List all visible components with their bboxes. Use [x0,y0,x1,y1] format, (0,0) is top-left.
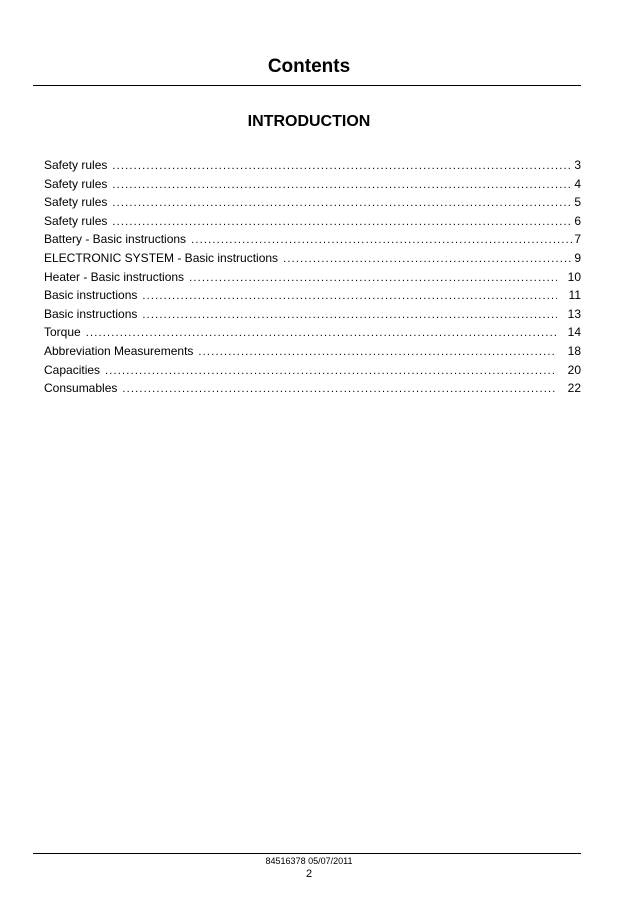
toc-entry-heater[interactable] [44,268,581,287]
toc-dot-leader [86,324,557,343]
toc-entry-page: 14 [567,325,581,340]
section-heading: INTRODUCTION [247,113,371,130]
toc-entry-title: Heater - Basic instructions [44,269,185,284]
toc-entry-page: 10 [567,269,581,284]
toc-dot-leader [105,362,557,381]
toc-entry-title: Abbreviation Measurements [44,343,194,358]
toc-entry-basic-instructions-11[interactable] [44,286,581,305]
toc-entry-title: Basic instructions [44,288,138,303]
toc-entry-consumables[interactable] [44,379,581,398]
toc-dot-leader [189,269,557,288]
toc-entry-page: 6 [574,213,581,228]
toc-entry-page: 11 [568,288,581,303]
toc-dot-leader [283,250,572,269]
footer-page-number: 2 [305,868,313,880]
toc-entry-title: Safety rules [44,213,108,228]
toc-entry-page: 22 [567,381,581,396]
toc-entry-capacities[interactable] [44,361,581,380]
toc-entry-page: 20 [567,362,581,377]
toc-entry-electronic-system[interactable] [44,249,581,268]
toc-entry-title: Capacities [44,362,101,377]
toc-entry-title: Torque [44,325,81,340]
footer-divider [33,853,581,854]
toc-dot-leader [198,343,557,362]
toc-dot-leader [142,287,557,306]
header-divider [33,85,581,86]
toc-dot-leader [122,380,557,399]
toc-dot-leader [112,194,572,213]
toc-entry-title: Basic instructions [44,306,138,321]
toc-entry-title: Safety rules [44,176,108,191]
toc-entry-page: 13 [567,306,581,321]
toc-entry-page: 4 [574,176,581,191]
toc-entry-safety-rules-3[interactable] [44,156,581,175]
toc-entry-title: Safety rules [44,195,108,210]
toc-entry-title: Battery - Basic instructions [44,232,187,247]
toc-entry-torque[interactable] [44,323,581,342]
table-of-contents [44,156,581,398]
toc-entry-page: 18 [567,343,581,358]
toc-entry-battery[interactable] [44,230,581,249]
toc-entry-abbreviation-measurements[interactable] [44,342,581,361]
footer-document-number: 84516378 05/07/2011 [265,856,353,866]
toc-dot-leader [112,213,572,232]
toc-entry-basic-instructions-13[interactable] [44,305,581,324]
toc-dot-leader [191,231,572,250]
toc-entry-safety-rules-4[interactable] [44,175,581,194]
toc-dot-leader [112,157,572,176]
page-title: Contents [267,56,351,77]
toc-entry-title: ELECTRONIC SYSTEM - Basic instructions [44,250,279,265]
toc-dot-leader [112,176,572,195]
toc-entry-title: Safety rules [44,158,108,172]
toc-entry-page: 5 [574,195,581,210]
toc-entry-safety-rules-5[interactable] [44,193,581,212]
toc-entry-page: 7 [574,232,581,247]
toc-dot-leader [142,306,557,325]
toc-entry-page: 9 [574,250,581,265]
toc-entry-title: Consumables [44,381,118,396]
toc-entry-safety-rules-6[interactable] [44,212,581,231]
toc-entry-page: 3 [574,158,581,172]
